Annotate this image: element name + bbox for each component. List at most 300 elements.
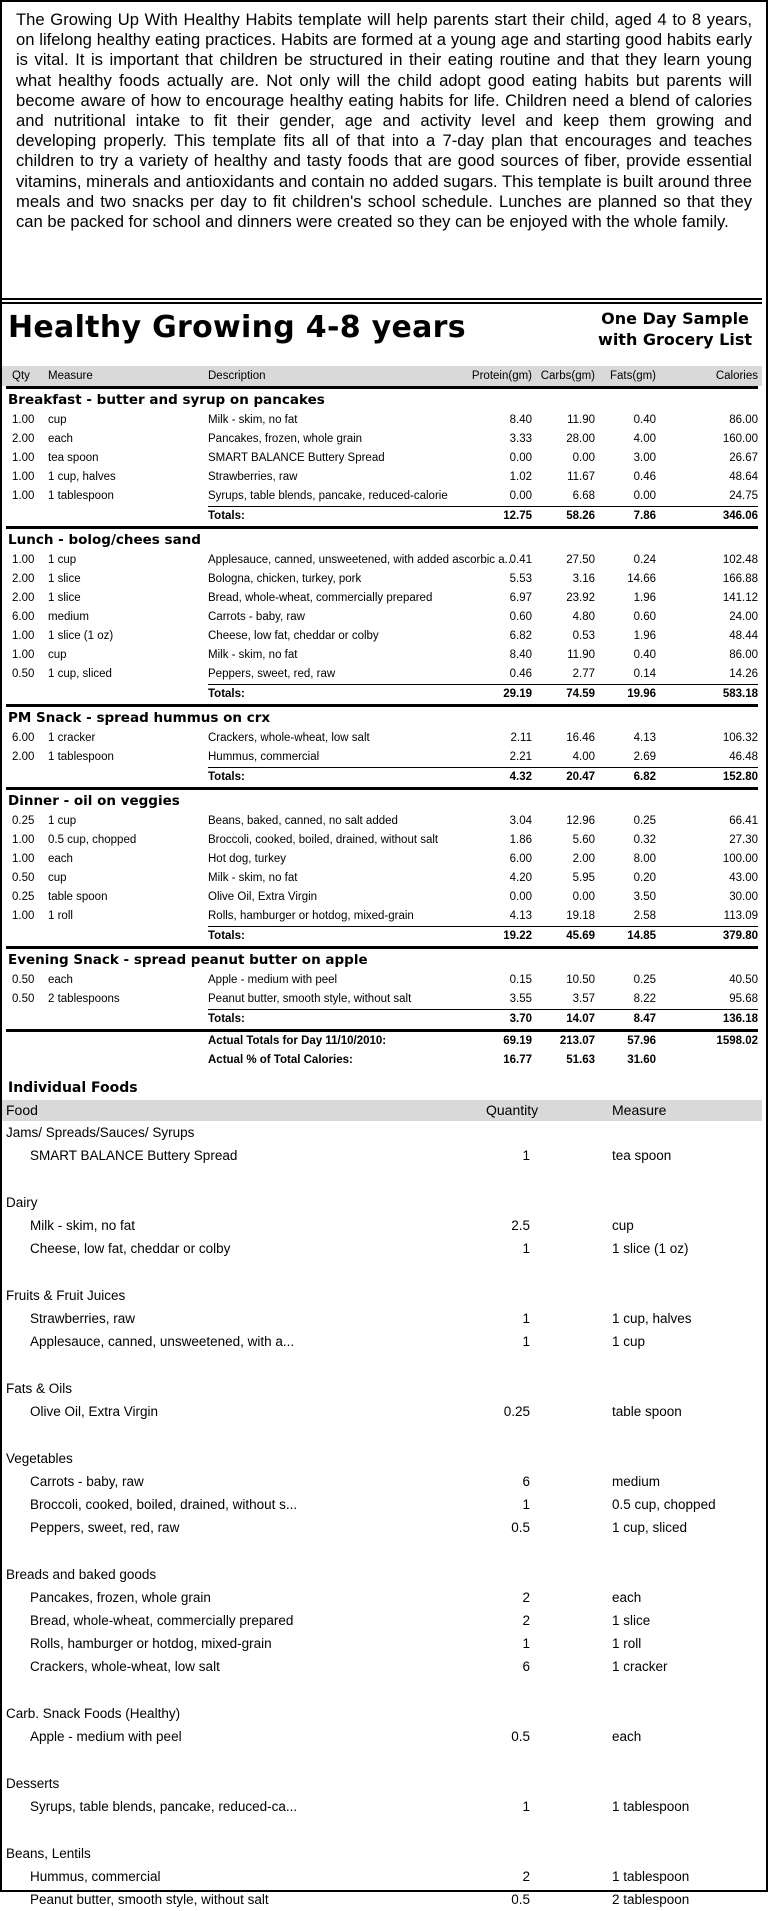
item-protein: 2.21 [509,751,532,763]
item-qty: 0.50 [12,668,35,680]
food-row [2,1144,762,1167]
item-measure: cup [48,414,67,426]
meal-item-row [2,627,762,646]
food-quantity: 2 [522,1869,530,1884]
item-carbs: 3.57 [572,993,595,1005]
item-protein: 0.60 [509,611,532,623]
item-protein: 0.00 [509,891,532,903]
item-measure: 1 roll [48,910,73,922]
totals-label: Totals: [208,930,245,942]
item-protein: 1.86 [509,834,532,846]
food-name: Milk - skim, no fat [30,1218,136,1233]
food-name: Pancakes, frozen, whole grain [30,1590,211,1605]
meal-item-row [2,608,762,627]
totals-protein: 29.19 [503,688,532,700]
meal-totals-row [2,507,762,526]
food-name: Hummus, commercial [30,1869,161,1884]
totals-fats: 14.85 [627,930,656,942]
food-quantity: 2.5 [511,1218,530,1233]
category-gap [2,1539,762,1563]
meal-item-row [2,411,762,430]
meal-title: Dinner - oil on veggies [8,793,180,809]
food-name: Broccoli, cooked, boiled, drained, without s... [30,1497,298,1512]
totals-calories: 136.18 [722,1013,758,1025]
item-calories: 86.00 [729,414,758,426]
meal-item-row [2,812,762,831]
totals-label: Totals: [208,771,245,783]
item-fats: 14.66 [627,573,656,585]
item-carbs: 3.16 [572,573,595,585]
food-row [2,1586,762,1609]
sheet-header [2,302,762,366]
item-calories: 27.30 [729,834,758,846]
item-description: Beans, baked, canned, no salt added [208,815,398,827]
food-quantity: 1 [522,1636,530,1651]
totals-carbs: 74.59 [566,688,595,700]
item-qty: 0.50 [12,872,35,884]
item-fats: 2.58 [633,910,656,922]
item-description: Apple - medium with peel [208,974,338,986]
item-calories: 24.00 [729,611,758,623]
meal-item-row [2,589,762,608]
category-name: Vegetables [6,1451,73,1466]
category-name: Breads and baked goods [6,1567,157,1582]
food-quantity: 0.5 [511,1520,530,1535]
item-qty: 6.00 [12,611,35,623]
item-description: Milk - skim, no fat [208,414,298,426]
item-measure: 1 cup, halves [48,471,116,483]
item-fats: 0.40 [633,414,656,426]
meal-item-row [2,551,762,570]
item-calories: 43.00 [729,872,758,884]
item-calories: 113.09 [723,910,758,922]
item-calories: 141.12 [722,592,758,604]
item-description: Rolls, hamburger or hotdog, mixed-grain [208,910,414,922]
item-qty: 1.00 [12,910,35,922]
item-protein: 4.13 [509,910,532,922]
item-fats: 0.25 [633,815,656,827]
item-qty: 1.00 [12,834,35,846]
food-quantity: 1 [522,1241,530,1256]
actual-totals-row [2,1032,762,1051]
totals-protein: 12.75 [503,510,532,522]
food-name: Strawberries, raw [30,1311,136,1326]
actual-pct-row [2,1051,762,1070]
item-qty: 2.00 [12,592,35,604]
food-quantity: 2 [522,1590,530,1605]
intro-paragraph: The Growing Up With Healthy Habits template will help parents start their child, aged 4 to 8 years, on lifelong healthy eating practices. Habits are formed at a young age and starting good habits early is vital. It is important that children be structured in their eating routine and that they learn young what healthy foods actually are. Not only will the child adopt good eating habits but parents will become aware of how to encourage healthy eating habits for life. Children need a blend of calories and nutritional intake to fit their gender, age and activity level and keep them growing and developing properly. This template fits all of that into a 7-day plan that encourages and teaches children to try a variety of healthy and tasty foods that are good sources of fiber, provide essential vitamins, minerals and antioxidants and contain no added sugars. This template is built around three meals and two snacks per day to fit children's school schedule. Lunches are planned so that they can be packed for school and dinners were created so they can be enjoyed with the whole family. [2,2,762,300]
item-carbs: 0.53 [572,630,595,642]
category-gap [2,1260,762,1284]
meal-item-row [2,665,762,684]
meal-title: Breakfast - butter and syrup on pancakes [8,392,325,408]
item-qty: 2.00 [12,751,35,763]
food-measure: table spoon [612,1404,682,1419]
item-fats: 4.13 [633,732,656,744]
category-gap [2,1167,762,1191]
food-measure: 1 slice (1 oz) [612,1241,689,1256]
item-calories: 30.00 [729,891,758,903]
food-quantity: 1 [522,1148,530,1163]
item-description: Bread, whole-wheat, commercially prepared [208,592,433,604]
food-quantity: 6 [522,1659,530,1674]
item-protein: 0.00 [509,452,532,464]
category-name: Beans, Lentils [6,1846,91,1861]
item-description: Carrots - baby, raw [208,611,305,623]
item-measure: each [48,974,73,986]
totals-label: Totals: [208,510,245,522]
item-description: Broccoli, cooked, boiled, drained, without salt [208,834,439,846]
food-row [2,1470,762,1493]
item-qty: 6.00 [12,732,35,744]
item-fats: 0.14 [633,668,656,680]
actual-totals-protein: 69.19 [503,1035,532,1047]
meal-title: Lunch - bolog/chees sand [8,532,201,548]
item-fats: 0.20 [633,872,656,884]
food-measure: 1 roll [612,1636,642,1651]
item-description: Milk - skim, no fat [208,649,298,661]
category-gap [2,1818,762,1842]
category-name: Fruits & Fruit Juices [6,1288,126,1303]
meal-item-row [2,729,762,748]
meal-item-row [2,850,762,869]
item-measure: 0.5 cup, chopped [48,834,137,846]
item-fats: 0.00 [633,490,656,502]
item-carbs: 19.18 [566,910,595,922]
category-gap [2,1423,762,1447]
totals-fats: 8.47 [633,1013,656,1025]
item-protein: 0.41 [509,554,532,566]
item-carbs: 5.95 [572,872,595,884]
meals-container [2,386,762,1032]
food-row [2,1655,762,1678]
food-measure: each [612,1729,642,1744]
meal-item-row [2,449,762,468]
item-protein: 0.46 [509,668,532,680]
item-fats: 1.96 [633,592,656,604]
item-qty: 1.00 [12,414,35,426]
meal-title: PM Snack - spread hummus on crx [8,710,271,726]
item-measure: table spoon [48,891,108,903]
item-calories: 66.41 [729,815,758,827]
item-measure: cup [48,872,67,884]
category-name: Carb. Snack Foods (Healthy) [6,1706,181,1721]
food-row [2,1214,762,1237]
actual-pct-label: Actual % of Total Calories: [208,1054,353,1066]
food-measure: 1 cup, halves [612,1311,692,1326]
item-qty: 0.25 [12,891,35,903]
totals-fats: 19.96 [627,688,656,700]
item-carbs: 28.00 [566,433,595,445]
item-fats: 0.46 [633,471,656,483]
food-measure: each [612,1590,642,1605]
actual-pct-fats: 31.60 [627,1054,656,1066]
item-qty: 0.50 [12,974,35,986]
item-fats: 4.00 [633,433,656,445]
meal-title: Evening Snack - spread peanut butter on apple [8,952,368,968]
subtitle-line-1: One Day Sample [601,309,749,328]
item-measure: tea spoon [48,452,99,464]
col-qty: Qty [12,370,30,382]
food-row [2,1516,762,1539]
col-protein: Protein(gm) [471,370,532,382]
item-qty: 1.00 [12,853,35,865]
item-fats: 0.32 [633,834,656,846]
column-header-row [2,366,762,386]
item-protein: 6.97 [509,592,532,604]
item-calories: 14.26 [729,668,758,680]
food-quantity: 1 [522,1799,530,1814]
item-carbs: 6.68 [572,490,595,502]
col-measure: Measure [48,370,93,382]
item-protein: 3.55 [509,993,532,1005]
food-quantity: 0.5 [511,1892,530,1907]
food-row [2,1237,762,1260]
meal-totals-row [2,1010,762,1029]
food-measure: tea spoon [612,1148,672,1163]
item-fats: 3.00 [633,452,656,464]
item-measure: 1 slice [48,592,81,604]
food-name: Olive Oil, Extra Virgin [30,1404,159,1419]
item-qty: 1.00 [12,630,35,642]
totals-calories: 346.06 [722,510,758,522]
item-carbs: 11.90 [567,414,595,426]
item-qty: 0.50 [12,993,35,1005]
item-qty: 1.00 [12,554,35,566]
category-name: Dairy [6,1195,38,1210]
meal-item-row [2,468,762,487]
item-fats: 3.50 [633,891,656,903]
item-protein: 2.11 [510,732,532,744]
totals-label: Totals: [208,688,245,700]
item-description: Strawberries, raw [208,471,298,483]
meal-totals-row [2,927,762,946]
food-name: Syrups, table blends, pancake, reduced-ca... [30,1799,298,1814]
food-name: Peanut butter, smooth style, without salt [30,1892,269,1907]
food-name: Rolls, hamburger or hotdog, mixed-grain [30,1636,272,1651]
totals-carbs: 20.47 [566,771,595,783]
item-measure: 2 tablespoons [48,993,120,1005]
item-calories: 40.50 [729,974,758,986]
category-gap [2,1678,762,1702]
item-protein: 0.00 [509,490,532,502]
item-measure: 1 slice [48,573,81,585]
item-fats: 0.40 [633,649,656,661]
totals-fats: 6.82 [633,771,656,783]
item-carbs: 0.00 [572,452,595,464]
item-carbs: 2.00 [572,853,595,865]
actual-totals-carbs: 213.07 [559,1035,595,1047]
item-carbs: 16.46 [566,732,595,744]
item-description: SMART BALANCE Buttery Spread [208,452,385,464]
sheet-title: Healthy Growing 4-8 years [8,310,466,345]
food-name: Bread, whole-wheat, commercially prepared [30,1613,294,1628]
totals-carbs: 45.69 [566,930,595,942]
item-description: Peanut butter, smooth style, without salt [208,993,412,1005]
item-description: Syrups, table blends, pancake, reduced-calorie [208,490,448,502]
item-qty: 1.00 [12,471,35,483]
item-description: Crackers, whole-wheat, low salt [208,732,370,744]
meal-item-row [2,869,762,888]
item-calories: 102.48 [722,554,758,566]
food-quantity: 0.5 [511,1729,530,1744]
food-measure: 1 tablespoon [612,1799,690,1814]
item-calories: 24.75 [729,490,758,502]
item-qty: 2.00 [12,433,35,445]
item-protein: 1.02 [509,471,532,483]
col-measure-individual: Measure [612,1102,667,1118]
food-row [2,1330,762,1353]
col-carbs: Carbs(gm) [540,370,595,382]
item-fats: 8.22 [633,993,656,1005]
food-measure: 1 slice [612,1613,651,1628]
food-measure: medium [612,1474,661,1489]
item-protein: 4.20 [509,872,532,884]
item-protein: 8.40 [509,414,532,426]
item-carbs: 23.92 [566,592,595,604]
item-description: Bologna, chicken, turkey, pork [208,573,362,585]
food-quantity: 0.25 [503,1404,530,1419]
totals-carbs: 58.26 [566,510,595,522]
food-row [2,1888,762,1911]
food-measure: 2 tablespoon [612,1892,690,1907]
category-name: Desserts [6,1776,60,1791]
item-description: Pancakes, frozen, whole grain [208,433,363,445]
meal-item-row [2,990,762,1009]
totals-calories: 379.80 [722,930,758,942]
actual-pct-carbs: 51.63 [566,1054,595,1066]
item-measure: 1 cup [48,554,77,566]
item-calories: 26.67 [729,452,758,464]
actual-pct-protein: 16.77 [503,1054,532,1066]
item-description: Cheese, low fat, cheddar or colby [208,630,379,642]
item-calories: 46.48 [729,751,758,763]
category-name: Jams/ Spreads/Sauces/ Syrups [6,1125,195,1140]
individual-foods-title: Individual Foods [8,1080,138,1096]
meal-item-row [2,831,762,850]
meal-plan-sheet [2,302,762,1911]
item-description: Applesauce, canned, unsweetened, with added ascorbic a... [208,554,515,566]
food-row [2,1632,762,1655]
meal-item-row [2,430,762,449]
col-description: Description [208,370,266,382]
item-protein: 8.40 [509,649,532,661]
food-quantity: 6 [522,1474,530,1489]
item-carbs: 11.67 [567,471,595,483]
item-carbs: 11.90 [567,649,595,661]
item-measure: 1 cracker [48,732,96,744]
item-measure: cup [48,649,67,661]
item-protein: 3.04 [509,815,532,827]
item-fats: 1.96 [633,630,656,642]
food-name: Apple - medium with peel [30,1729,182,1744]
item-qty: 1.00 [12,649,35,661]
totals-label: Totals: [208,1013,245,1025]
item-carbs: 12.96 [566,815,595,827]
item-fats: 0.60 [633,611,656,623]
totals-calories: 583.18 [722,688,758,700]
item-carbs: 2.77 [572,668,595,680]
food-row [2,1725,762,1748]
food-name: SMART BALANCE Buttery Spread [30,1148,238,1163]
totals-fats: 7.86 [633,510,656,522]
col-fats: Fats(gm) [610,370,656,382]
item-protein: 0.15 [509,974,532,986]
meal-item-row [2,487,762,506]
food-row [2,1865,762,1888]
totals-protein: 4.32 [509,771,532,783]
item-measure: medium [48,611,89,623]
totals-protein: 3.70 [509,1013,532,1025]
item-calories: 166.88 [722,573,758,585]
item-carbs: 0.00 [572,891,595,903]
category-gap [2,1353,762,1377]
col-quantity: Quantity [486,1102,539,1118]
individual-foods-list [2,1121,762,1911]
food-row [2,1609,762,1632]
item-protein: 3.33 [509,433,532,445]
item-description: Milk - skim, no fat [208,872,298,884]
meal-item-row [2,646,762,665]
food-name: Crackers, whole-wheat, low salt [30,1659,220,1674]
subtitle-line-2: with Grocery List [598,330,752,349]
item-measure: 1 tablespoon [48,490,114,502]
item-description: Hot dog, turkey [208,853,286,865]
item-calories: 95.68 [729,993,758,1005]
food-quantity: 1 [522,1334,530,1349]
item-protein: 6.00 [509,853,532,865]
meal-totals-row [2,768,762,787]
item-qty: 2.00 [12,573,35,585]
category-gap [2,1748,762,1772]
actual-totals-label: Actual Totals for Day 11/10/2010: [208,1035,387,1047]
item-measure: 1 tablespoon [48,751,114,763]
item-qty: 1.00 [12,490,35,502]
col-food: Food [6,1102,38,1118]
item-calories: 100.00 [722,853,758,865]
food-measure: 0.5 cup, chopped [612,1497,716,1512]
food-quantity: 1 [522,1497,530,1512]
item-description: Hummus, commercial [208,751,320,763]
food-name: Applesauce, canned, unsweetened, with a... [30,1334,295,1349]
food-measure: 1 cracker [612,1659,668,1674]
item-qty: 0.25 [12,815,35,827]
item-measure: each [48,433,73,445]
food-measure: cup [612,1218,634,1233]
totals-carbs: 14.07 [566,1013,595,1025]
item-carbs: 5.60 [572,834,595,846]
food-row [2,1493,762,1516]
item-measure: 1 slice (1 oz) [48,630,114,642]
meal-item-row [2,570,762,589]
item-measure: each [48,853,73,865]
item-qty: 1.00 [12,452,35,464]
item-calories: 48.64 [729,471,758,483]
item-carbs: 10.50 [566,974,595,986]
meal-item-row [2,888,762,907]
item-calories: 48.44 [729,630,758,642]
meal-totals-row [2,685,762,704]
item-calories: 106.32 [722,732,758,744]
item-protein: 6.82 [509,630,532,642]
item-description: Olive Oil, Extra Virgin [208,891,318,903]
item-calories: 160.00 [722,433,758,445]
food-measure: 1 cup [612,1334,646,1349]
food-row [2,1795,762,1818]
food-measure: 1 cup, sliced [612,1520,688,1535]
food-name: Carrots - baby, raw [30,1474,144,1489]
meal-item-row [2,748,762,767]
